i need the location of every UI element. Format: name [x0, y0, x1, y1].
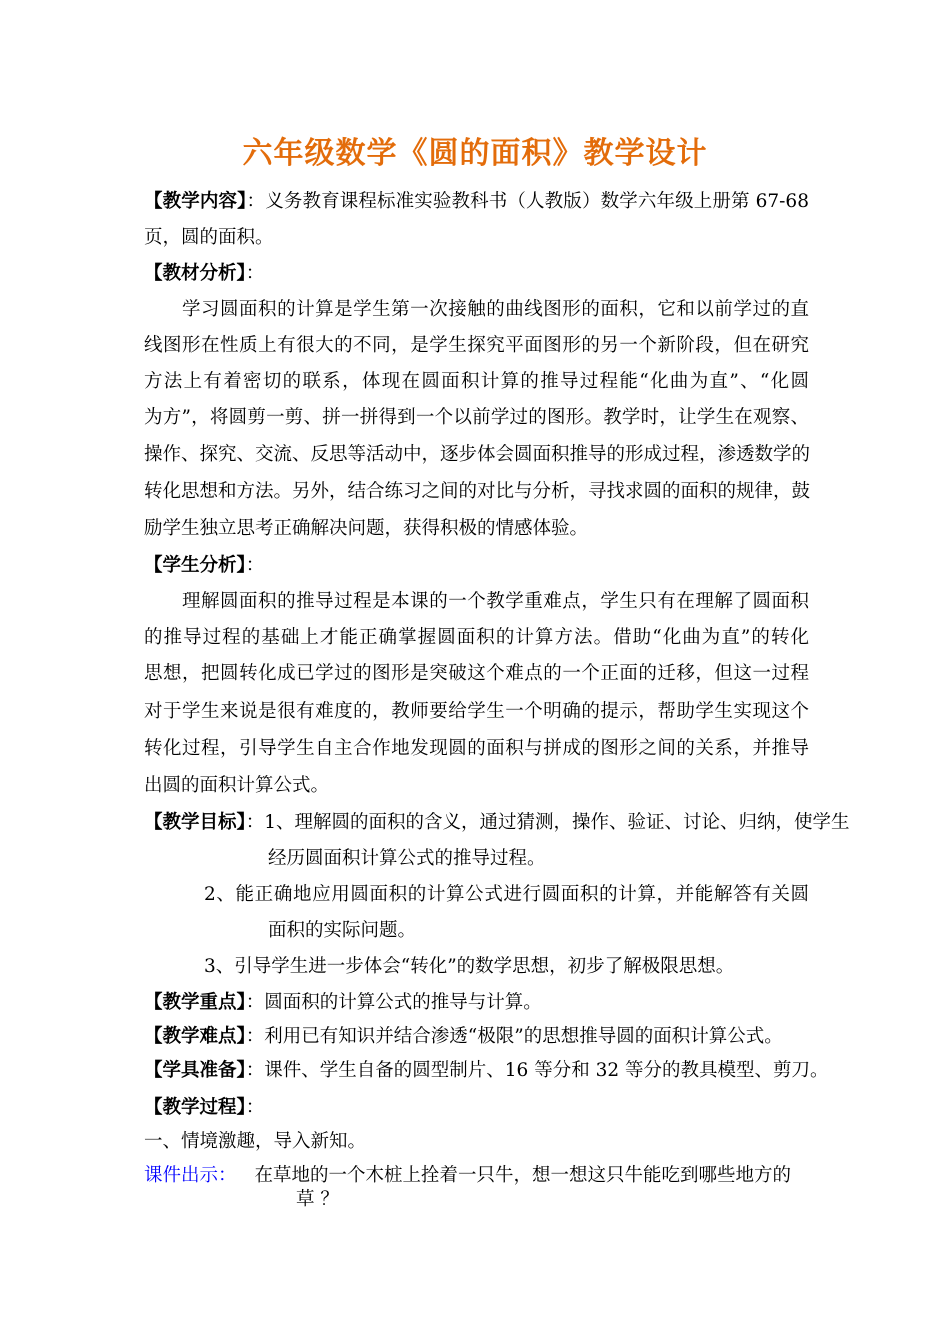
- difficulty-colon: ：: [245, 1026, 265, 1047]
- material-colon: ：: [245, 263, 265, 284]
- tools-label: 【学具准备】: [144, 1060, 246, 1081]
- content-colon: ：: [246, 191, 266, 212]
- objectives-item-1-cont: 经历圆面积计算公式的推导过程。: [268, 848, 546, 869]
- process-heading: [144, 1096, 809, 1120]
- content-line-1: [144, 190, 809, 214]
- focus-colon: ：: [245, 992, 265, 1013]
- material-paragraph-line: 为方”，将圆剪一剪、拼一拼得到一个以前学过的图形。教学时，让学生在观察、: [144, 407, 809, 428]
- process-label: 【教学过程】: [144, 1097, 246, 1118]
- difficulty-text: 利用已有知识并结合渗透“极限”的思想推导圆的面积计算公式。: [264, 1026, 783, 1047]
- students-paragraph-line: 出圆的面积计算公式。: [144, 775, 330, 796]
- focus-text: 圆面积的计算公式的推导与计算。: [264, 992, 542, 1013]
- material-paragraph-line: 操作、探究、交流、反思等活动中，逐步体会圆面积推导的形成过程，渗透数学的: [144, 444, 811, 465]
- material-paragraph-line: 线图形在性质上有很大的不同，是学生探究平面图形的另一个新阶段，但在研究: [144, 335, 809, 356]
- tools-colon: ：: [245, 1060, 265, 1081]
- students-colon: ：: [245, 555, 265, 576]
- document-title: 六年级数学《圆的面积》教学设计: [242, 136, 708, 171]
- content-line-2: 页，圆的面积。: [144, 227, 274, 248]
- objectives-item-1: 1、理解圆的面积的含义，通过猜测，操作、验证、讨论、归纳，使学生: [264, 812, 850, 833]
- objectives-label: 【教学目标】: [144, 812, 246, 833]
- courseware-text-cont: 草 ？: [296, 1189, 339, 1210]
- students-paragraph-line: 思想，把圆转化成已学过的图形是突破这个难点的一个正面的迁移，但这一过程: [144, 663, 809, 684]
- focus-label: 【教学重点】: [144, 992, 246, 1013]
- objectives-line-1: [144, 811, 850, 835]
- courseware-text: 在草地的一个木桩上拴着一只牛，想一想这只牛能吃到哪些地方的: [254, 1165, 792, 1186]
- material-paragraph-line: 转化思想和方法。另外，结合练习之间的对比与分析，寻找求圆的面积的规律，鼓: [144, 481, 811, 502]
- students-paragraph-line: 理解圆面积的推导过程是本课的一个教学重难点，学生只有在理解了圆面积: [182, 591, 809, 612]
- courseware-label: 课件出示：: [144, 1165, 237, 1186]
- difficulty-label: 【教学难点】: [144, 1026, 246, 1047]
- process-step-1: 一、情境激趣，导入新知。: [144, 1131, 367, 1152]
- process-colon: ：: [245, 1097, 265, 1118]
- content-label: 【教学内容】: [144, 191, 247, 212]
- focus-line: [144, 991, 809, 1015]
- students-paragraph-line: 对于学生来说是很有难度的，教师要给学生一个明确的提示，帮助学生实现这个: [144, 701, 809, 722]
- material-paragraph-line: 方法上有着密切的联系，体现在圆面积计算的推导过程能“化曲为直”、“化圆: [144, 371, 809, 392]
- material-label: 【教材分析】: [144, 263, 246, 284]
- objectives-item-2-cont: 面积的实际问题。: [268, 920, 417, 941]
- objectives-item-2: 2、能正确地应用圆面积的计算公式进行圆面积的计算，并能解答有关圆: [204, 884, 809, 905]
- material-heading: [144, 262, 809, 286]
- material-paragraph-line: 励学生独立思考正确解决问题，获得积极的情感体验。: [144, 518, 589, 539]
- courseware-line: [144, 1164, 809, 1188]
- difficulty-line: [144, 1025, 809, 1049]
- content-text-1: 义务教育课程标准实验教科书（人教版）数学六年级上册第 67-68: [265, 191, 809, 212]
- objectives-item-3: 3、引导学生进一步体会“转化”的数学思想，初步了解极限思想。: [204, 956, 735, 977]
- tools-text: 课件、学生自备的圆型制片、16 等分和 32 等分的教具模型、剪刀。: [264, 1060, 829, 1081]
- students-label: 【学生分析】: [144, 555, 246, 576]
- objectives-colon: ：: [245, 812, 265, 833]
- material-paragraph-line: 学习圆面积的计算是学生第一次接触的曲线图形的面积，它和以前学过的直: [182, 299, 809, 320]
- tools-line: [144, 1059, 829, 1083]
- students-paragraph-line: 的推导过程的基础上才能正确掌握圆面积的计算方法。借助“化曲为直”的转化: [144, 627, 809, 648]
- students-paragraph-line: 转化过程，引导学生自主合作地发现圆的面积与拼成的图形之间的关系，并推导: [144, 738, 809, 759]
- students-heading: [144, 554, 809, 578]
